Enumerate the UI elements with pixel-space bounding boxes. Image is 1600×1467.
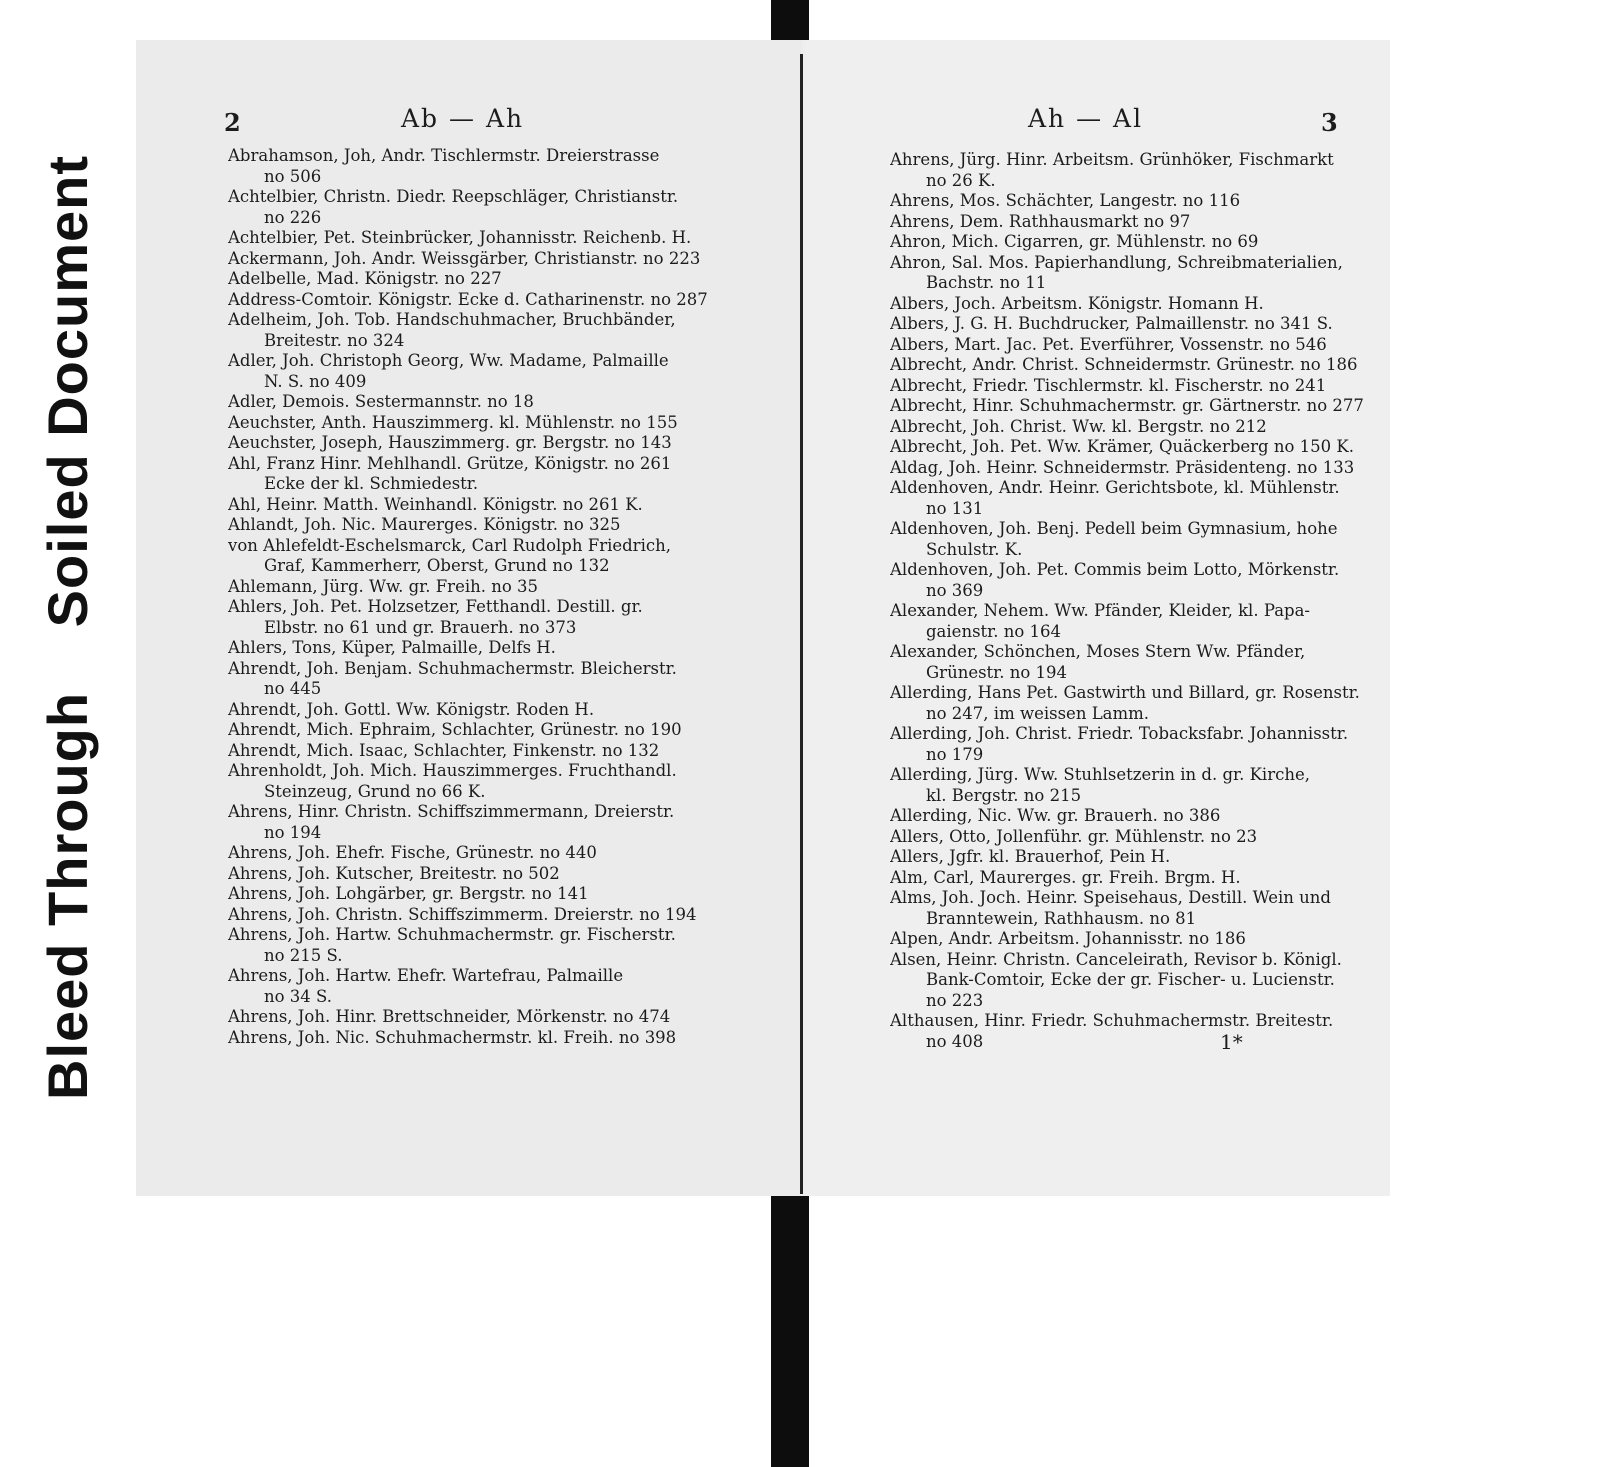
entry-line: Althausen, Hinr. Friedr. Schuhmachermstr. Breitestr. bbox=[890, 1011, 1334, 1030]
directory-entry bbox=[890, 950, 1380, 1012]
directory-entry bbox=[890, 294, 1380, 315]
entry-continuation-line: Ecke der kl. Schmiedestr. bbox=[264, 474, 479, 493]
entry-line: Aeuchster, Joseph, Hauszimmerg. gr. Bergstr. no 143 bbox=[228, 433, 672, 452]
entry-line: Alpen, Andr. Arbeitsm. Johannisstr. no 186 bbox=[890, 929, 1246, 948]
directory-entry bbox=[890, 191, 1380, 212]
directory-entry bbox=[228, 802, 793, 843]
entry-line: Allerding, Joh. Christ. Friedr. Tobacksfabr. Johannisstr. bbox=[890, 724, 1349, 743]
entry-line: Aldenhoven, Joh. Pet. Commis beim Lotto, Mörkenstr. bbox=[890, 560, 1340, 579]
directory-entry bbox=[228, 700, 793, 721]
entry-line: Alsen, Heinr. Christn. Canceleirath, Revisor b. Königl. bbox=[890, 949, 1342, 969]
entry-continuation-line: Schulstr. K. bbox=[926, 539, 1023, 559]
entry-line: Adler, Demois. Sestermannstr. no 18 bbox=[228, 392, 534, 411]
entry-line: Alms, Joh. Joch. Heinr. Speisehaus, Destill. Wein und bbox=[890, 888, 1331, 907]
directory-entry bbox=[890, 724, 1380, 765]
entry-line: Aldenhoven, Andr. Heinr. Gerichtsbote, kl. Mühlenstr. bbox=[890, 478, 1340, 497]
directory-entry bbox=[890, 765, 1380, 806]
entry-line: Alexander, Schönchen, Moses Stern Ww. Pfänder, bbox=[890, 642, 1306, 661]
signature-mark: 1* bbox=[1220, 1030, 1243, 1054]
directory-entry bbox=[890, 478, 1380, 519]
directory-entry bbox=[228, 269, 793, 290]
directory-entry bbox=[228, 720, 793, 741]
directory-entry bbox=[228, 310, 793, 351]
directory-entry bbox=[890, 929, 1380, 950]
directory-entry bbox=[890, 560, 1380, 601]
directory-entry bbox=[228, 884, 793, 905]
entry-line: Ahrens, Dem. Rathhausmarkt no 97 bbox=[890, 211, 1191, 231]
directory-entry bbox=[890, 417, 1380, 438]
page-number: 3 bbox=[1321, 108, 1338, 137]
entry-line: Albrecht, Joh. Pet. Ww. Krämer, Quäckerberg no 150 K. bbox=[890, 437, 1354, 456]
directory-entry bbox=[890, 150, 1380, 191]
directory-entry bbox=[890, 888, 1380, 929]
directory-entry bbox=[890, 335, 1380, 356]
entry-line: Ahrendt, Joh. Benjam. Schuhmachermstr. Bleicherstr. bbox=[228, 658, 677, 678]
directory-entry bbox=[228, 843, 793, 864]
entry-line: Ahrens, Mos. Schächter, Langestr. no 116 bbox=[890, 191, 1241, 210]
entry-line: Abrahamson, Joh, Andr. Tischlermstr. Dreierstrasse bbox=[228, 146, 660, 165]
entry-line: Ackermann, Joh. Andr. Weissgärber, Christianstr. no 223 bbox=[228, 248, 701, 268]
entry-line: Albrecht, Joh. Christ. Ww. kl. Bergstr. no 212 bbox=[890, 416, 1267, 436]
entry-line: Albers, Mart. Jac. Pet. Everführer, Vossenstr. no 546 bbox=[890, 334, 1327, 354]
directory-entry bbox=[890, 1011, 1380, 1052]
directory-entry bbox=[890, 847, 1380, 868]
entry-line: Allerding, Nic. Ww. gr. Brauerh. no 386 bbox=[890, 806, 1221, 825]
entry-line: Address-Comtoir. Königstr. Ecke d. Catharinenstr. no 287 bbox=[228, 289, 708, 309]
entry-line: Ahlemann, Jürg. Ww. gr. Freih. no 35 bbox=[228, 576, 539, 596]
directory-entry bbox=[228, 1028, 793, 1049]
entry-line: Ahrendt, Mich. Ephraim, Schlachter, Grünestr. no 190 bbox=[228, 720, 682, 739]
directory-entry bbox=[228, 966, 793, 1007]
entry-line: Albrecht, Hinr. Schuhmachermstr. gr. Gärtnerstr. no 277 bbox=[890, 396, 1364, 415]
side-label-soiled-document: Soiled Document bbox=[36, 154, 99, 628]
entry-line: Allerding, Hans Pet. Gastwirth und Billard, gr. Rosenstr. bbox=[890, 683, 1360, 702]
entry-line: Adelheim, Joh. Tob. Handschuhmacher, Bruchbänder, bbox=[228, 310, 676, 329]
scanned-sheet bbox=[136, 40, 1390, 1196]
entry-line: Ahlers, Tons, Küper, Palmaille, Delfs H. bbox=[228, 638, 556, 657]
entry-line: Ahrens, Joh. Hartw. Schuhmachermstr. gr. Fischerstr. bbox=[228, 925, 676, 944]
directory-entry bbox=[890, 806, 1380, 827]
directory-entry bbox=[890, 868, 1380, 889]
entry-continuation-line: no 408 bbox=[926, 1031, 984, 1051]
binder-clip-bottom bbox=[771, 1196, 809, 1467]
directory-entry bbox=[228, 638, 793, 659]
directory-entry bbox=[228, 433, 793, 454]
directory-entry bbox=[228, 577, 793, 598]
page-number: 2 bbox=[224, 108, 241, 137]
entry-continuation-line: N. S. no 409 bbox=[264, 371, 367, 391]
directory-entry bbox=[890, 437, 1380, 458]
entry-line: Allerding, Jürg. Ww. Stuhlsetzerin in d. gr. Kirche, bbox=[890, 765, 1310, 784]
directory-entry bbox=[228, 1007, 793, 1028]
directory-entry bbox=[228, 905, 793, 926]
entry-line: Ahlandt, Joh. Nic. Maurerges. Königstr. no 325 bbox=[228, 515, 621, 534]
directory-entry bbox=[228, 228, 793, 249]
entry-continuation-line: no 445 bbox=[264, 679, 322, 698]
entry-continuation-line: Grünestr. no 194 bbox=[926, 662, 1068, 682]
directory-entry bbox=[228, 536, 793, 577]
entry-line: Ahlers, Joh. Pet. Holzsetzer, Fetthandl. Destill. gr. bbox=[228, 597, 643, 616]
entry-line: Alexander, Nehem. Ww. Pfänder, Kleider, kl. Papa- bbox=[890, 601, 1311, 620]
directory-entry bbox=[890, 827, 1380, 848]
book-gutter bbox=[800, 54, 803, 1194]
entry-continuation-line: Branntewein, Rathhausm. no 81 bbox=[926, 908, 1197, 928]
entry-line: Achtelbier, Pet. Steinbrücker, Johannisstr. Reichenb. H. bbox=[228, 228, 692, 247]
entry-continuation-line: Graf, Kammerherr, Oberst, Grund no 132 bbox=[264, 556, 610, 575]
directory-entry bbox=[228, 659, 793, 700]
entry-continuation-line: no 506 bbox=[264, 166, 322, 186]
entry-continuation-line: Bachstr. no 11 bbox=[926, 273, 1047, 292]
directory-entry bbox=[228, 925, 793, 966]
directory-entry bbox=[228, 761, 793, 802]
directory-entry bbox=[890, 601, 1380, 642]
entry-line: Achtelbier, Christn. Diedr. Reepschläger, Christianstr. bbox=[228, 187, 679, 206]
directory-entry bbox=[228, 495, 793, 516]
entry-continuation-line: kl. Bergstr. no 215 bbox=[926, 785, 1082, 805]
entry-line: Aeuchster, Anth. Hauszimmerg. kl. Mühlenstr. no 155 bbox=[228, 412, 678, 432]
directory-entry bbox=[890, 314, 1380, 335]
entry-line: Ahron, Mich. Cigarren, gr. Mühlenstr. no 69 bbox=[890, 232, 1259, 251]
side-label-bleed-through: Bleed Through bbox=[36, 691, 99, 1100]
entry-continuation-line: no 179 bbox=[926, 744, 984, 764]
entry-continuation-line: no 34 S. bbox=[264, 986, 333, 1006]
entry-line: Ahrendt, Mich. Isaac, Schlachter, Finkenstr. no 132 bbox=[228, 740, 660, 760]
directory-entry bbox=[890, 458, 1380, 479]
entry-continuation-line: no 26 K. bbox=[926, 170, 996, 190]
entry-continuation-line: no 215 S. bbox=[264, 945, 343, 965]
directory-entry bbox=[228, 515, 793, 536]
page-header: Ah — Al bbox=[1028, 104, 1144, 133]
entry-continuation-line: Breitestr. no 324 bbox=[264, 330, 405, 350]
left-page bbox=[136, 40, 802, 1196]
entry-line: Ahl, Franz Hinr. Mehlhandl. Grütze, Königstr. no 261 bbox=[228, 453, 672, 473]
directory-entry bbox=[228, 351, 793, 392]
directory-entry bbox=[228, 290, 793, 311]
side-label bbox=[32, 80, 104, 1100]
entry-continuation-line: no 194 bbox=[264, 822, 322, 842]
page-header: Ab — Ah bbox=[401, 104, 525, 133]
directory-entry bbox=[228, 187, 793, 228]
entry-line: Ahrenholdt, Joh. Mich. Hauszimmerges. Fruchthandl. bbox=[228, 761, 677, 780]
directory-entry bbox=[228, 741, 793, 762]
directory-entry bbox=[890, 396, 1380, 417]
entry-line: Allers, Jgfr. kl. Brauerhof, Pein H. bbox=[890, 847, 1171, 866]
entry-continuation-line: Steinzeug, Grund no 66 K. bbox=[264, 781, 486, 801]
directory-entry bbox=[890, 212, 1380, 233]
entry-line: Ahrens, Jürg. Hinr. Arbeitsm. Grünhöker, Fischmarkt bbox=[890, 150, 1334, 169]
directory-entry bbox=[228, 413, 793, 434]
entry-continuation-line: no 131 bbox=[926, 498, 984, 518]
entry-line: Adelbelle, Mad. Königstr. no 227 bbox=[228, 269, 502, 288]
entry-continuation-line: no 369 bbox=[926, 580, 984, 600]
entry-continuation-line: Elbstr. no 61 und gr. Brauerh. no 373 bbox=[264, 617, 577, 637]
entry-line: Ahrens, Joh. Ehefr. Fische, Grünestr. no 440 bbox=[228, 843, 597, 862]
entry-line: Ahrens, Hinr. Christn. Schiffszimmermann, Dreierstr. bbox=[228, 802, 675, 821]
directory-entry bbox=[228, 146, 793, 187]
entry-line: Albrecht, Andr. Christ. Schneidermstr. Grünestr. no 186 bbox=[890, 355, 1358, 374]
directory-entry bbox=[228, 597, 793, 638]
directory-entry bbox=[228, 392, 793, 413]
directory-entry bbox=[228, 454, 793, 495]
entry-line: Ahrendt, Joh. Gottl. Ww. Königstr. Roden H. bbox=[228, 699, 595, 719]
entry-line: Ahrens, Joh. Hartw. Ehefr. Wartefrau, Palmaille bbox=[228, 966, 624, 985]
entry-line: Ahrens, Joh. Christn. Schiffszimmerm. Dreierstr. no 194 bbox=[228, 904, 697, 924]
entry-list bbox=[228, 146, 793, 1048]
directory-entry bbox=[890, 253, 1380, 294]
directory-entry bbox=[890, 642, 1380, 683]
directory-entry bbox=[890, 232, 1380, 253]
right-page bbox=[806, 40, 1390, 1196]
entry-line: Ahron, Sal. Mos. Papierhandlung, Schreibmaterialien, bbox=[890, 252, 1343, 272]
directory-entry bbox=[890, 683, 1380, 724]
entry-line: Aldag, Joh. Heinr. Schneidermstr. Präsidenteng. no 133 bbox=[890, 457, 1355, 477]
entry-list bbox=[890, 150, 1380, 1052]
entry-line: Ahrens, Joh. Hinr. Brettschneider, Mörkenstr. no 474 bbox=[228, 1007, 671, 1026]
entry-line: Allers, Otto, Jollenführ. gr. Mühlenstr. no 23 bbox=[890, 826, 1258, 846]
entry-line: Ahrens, Joh. Kutscher, Breitestr. no 502 bbox=[228, 863, 560, 883]
entry-line: Ahrens, Joh. Nic. Schuhmachermstr. kl. Freih. no 398 bbox=[228, 1027, 677, 1047]
entry-line: von Ahlefeldt-Eschelsmarck, Carl Rudolph Friedrich, bbox=[228, 535, 671, 555]
entry-line: Albrecht, Friedr. Tischlermstr. kl. Fischerstr. no 241 bbox=[890, 375, 1327, 395]
entry-continuation-line: no 223 bbox=[926, 990, 984, 1010]
entry-line: Adler, Joh. Christoph Georg, Ww. Madame, Palmaille bbox=[228, 351, 669, 370]
entry-continuation-line: no 247, im weissen Lamm. bbox=[926, 703, 1150, 723]
entry-continuation-line: Bank-Comtoir, Ecke der gr. Fischer- u. Lucienstr. bbox=[926, 970, 1335, 989]
entry-line: Ahrens, Joh. Lohgärber, gr. Bergstr. no 141 bbox=[228, 884, 589, 903]
entry-line: Ahl, Heinr. Matth. Weinhandl. Königstr. no 261 K. bbox=[228, 494, 643, 514]
directory-entry bbox=[228, 249, 793, 270]
entry-line: Albers, J. G. H. Buchdrucker, Palmaillenstr. no 341 S. bbox=[890, 314, 1333, 333]
directory-entry bbox=[890, 355, 1380, 376]
entry-continuation-line: no 226 bbox=[264, 207, 322, 227]
entry-continuation-line: gaienstr. no 164 bbox=[926, 621, 1062, 641]
entry-line: Alm, Carl, Maurerges. gr. Freih. Brgm. H. bbox=[890, 867, 1241, 887]
entry-line: Aldenhoven, Joh. Benj. Pedell beim Gymnasium, hohe bbox=[890, 519, 1338, 538]
directory-entry bbox=[890, 376, 1380, 397]
entry-line: Albers, Joch. Arbeitsm. Königstr. Homann H. bbox=[890, 293, 1264, 313]
directory-entry bbox=[890, 519, 1380, 560]
directory-entry bbox=[228, 864, 793, 885]
